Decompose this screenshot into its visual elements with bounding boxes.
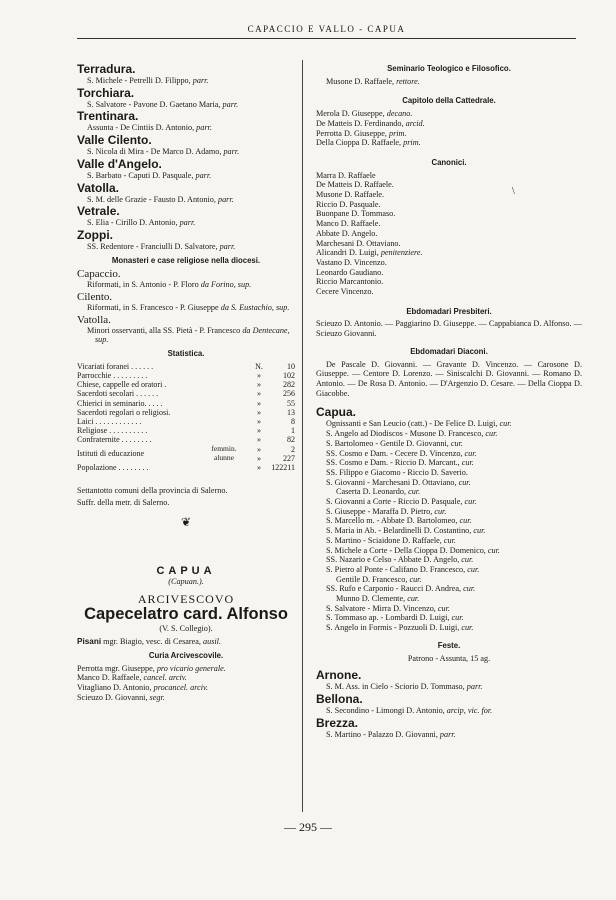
list-item: Merola D. Giuseppe, decano.: [316, 109, 413, 119]
curia-list: [77, 664, 295, 703]
auxiliary-bishop: Pisani mgr. Biagio, vesc. di Cesarea, ausil.: [77, 637, 221, 647]
town-entry: Arnone. S. M. Ass. in Cielo - Sciorio D. Tommaso, parr.: [316, 668, 483, 692]
note-comuni: Settantotto comuni della provincia di Salerno.: [77, 486, 228, 496]
list-item: De Matteis D. Raffaele.: [316, 180, 394, 190]
list-item: S. Bartolomeo - Gentile D. Giovanni, cur.: [326, 438, 463, 448]
capitolo-heading: Capitolo della Cattedrale.: [402, 96, 496, 106]
list-item: S. Martino - Sciaidone D. Raffaele, cur.: [326, 535, 456, 545]
table-row: Sacerdoti secolari . . . . . . » 256: [77, 389, 295, 399]
monastery-entry: Capaccio. Riformati, in S. Antonio - P. Floro da Forino, sup.: [77, 268, 252, 290]
collegio-note: (V. S. Collegio).: [159, 623, 213, 633]
table-row: Istituti di educazione femmin. » 2: [77, 444, 295, 459]
table-row: Parrocchie . . . . . . . . . » 102: [77, 371, 295, 381]
monastery-entry: Cilento. Riformati, in S. Francesco - P. Giuseppe da S. Eustachio, sup.: [77, 291, 290, 313]
list-item: Perrotta D. Giuseppe, prim.: [316, 128, 407, 138]
table-row: Confraternite . . . . . . . . » 82: [77, 435, 295, 445]
table-row: Religiose . . . . . . . . . . » 1: [77, 426, 295, 436]
left-column: [77, 62, 295, 702]
statistica-heading: Statistica.: [167, 349, 205, 359]
parish-entry: Zoppi. SS. Redentore - Franciulli D. Salvatore, parr.: [77, 227, 236, 251]
capua-parish-list: [316, 419, 582, 632]
margin-mark: \: [512, 186, 515, 197]
monasteri-list: [77, 268, 295, 345]
right-column: [316, 62, 582, 739]
list-item: S. Salvatore - Mirra D. Vincenzo, cur.: [326, 603, 450, 613]
list-item: Manco D. Raffaele.: [316, 219, 381, 229]
list-item: S. Giovanni - Marchesani D. Ottaviano, cur.: [326, 477, 471, 487]
page-number: — 295 —: [284, 820, 332, 834]
list-item: Musone D. Raffaele.: [316, 190, 385, 200]
feste-text: Patrono - Assunta, 15 ag.: [407, 653, 491, 663]
presbiteri-heading: Ebdomadari Presbiteri.: [406, 306, 492, 316]
list-item: S. Giovanni a Corte - Riccio D. Pasquale, cur.: [326, 497, 477, 507]
canonici-heading: Canonici.: [431, 157, 467, 167]
capitolo-list: [316, 109, 582, 148]
list-item: Vitagliano D. Antonio, procancel. arciv.: [77, 683, 209, 693]
table-row: Popolazione . . . . . . . . » 122211: [77, 463, 295, 473]
parish-entry: Torchiara. S. Salvatore - Pavone D. Gaetano Maria, parr.: [77, 85, 239, 109]
parish-entry: Terradura. S. Michele - Petrelli D. Filippo, parr.: [77, 62, 209, 85]
list-item: Riccio D. Pasquale.: [316, 199, 381, 209]
diaconi-text: De Pascale D. Giovanni. — Gravante D. Vincenzo. — Carosone D. Giuseppe. — Centore D. Lorenzo. — Siniscalchi D. Giovanni. — Romano D. Antonio. — De Rosa D. Antonio. — D'Argenzio D. Cesare. — Della Cioppa D. Giacobbe.: [316, 359, 582, 398]
curia-heading: Curia Arcivescovile.: [148, 650, 224, 660]
list-item: Gentile D. Francesco, cur.: [336, 574, 422, 584]
monastery-entry: Vatolla. Minori osservanti, alla SS. Pietà - P. Francesco da Dentecane, sup.: [77, 313, 290, 345]
list-item: Alicandri D. Luigi, penitenziere.: [316, 248, 423, 258]
table-row: Sacerdoti regolari o religiosi. » 13: [77, 407, 295, 417]
list-item: Leonardo Gaudiano.: [316, 267, 384, 277]
running-header: [77, 10, 576, 39]
running-header-title: CAPACCIO E VALLO - CAPUA: [247, 24, 406, 34]
table-row: Chiese, cappelle ed oratori . » 282: [77, 380, 295, 390]
note-suffraganea: Suffr. della metr. di Salerno.: [77, 497, 170, 507]
list-item: De Matteis D. Ferdinando, arcid.: [316, 118, 425, 128]
presbiteri-text: Scieuzo D. Antonio. — Paggiarino D. Giuseppe. — Cappabianca D. Alfonso. — Scieuzo Giovanni.: [316, 319, 582, 339]
arcivescovo-heading: ARCIVESCOVO: [137, 591, 235, 606]
seminario-heading: Seminario Teologico e Filosofico.: [387, 64, 511, 73]
list-item: Caserta D. Leonardo, cur.: [336, 487, 421, 497]
list-item: SS. Filippo e Giacomo - Riccio D. Saverio.: [326, 467, 468, 477]
list-item: S. Maria in Ab. - Belardinelli D. Costantino, cur.: [326, 526, 486, 536]
parish-entry: Valle Cilento. S. Nicola di Mira - De Marco D. Adamo, parr.: [77, 133, 240, 157]
list-item: S. Marcello m. - Abbate D. Bartolomeo, cur.: [326, 516, 472, 526]
monasteri-heading: Monasteri e case religiose nella diocesi.: [111, 255, 261, 265]
parish-entry: Trentinara. Assunta - De Cintiis D. Antonio, parr.: [77, 109, 212, 133]
capua-title: CAPUA: [156, 565, 216, 578]
table-row: Laici . . . . . . . . . . . . » 8: [77, 417, 295, 427]
list-item: Manco D. Raffaele, cancel. arciv.: [77, 673, 187, 683]
table-row: alunne » 227: [214, 453, 295, 463]
list-item: Buonpane D. Tommaso.: [316, 209, 396, 219]
list-item: Vastano D. Vincenzo.: [316, 257, 387, 267]
town-entry: Bellona. S. Secondino - Limongi D. Antonio, arcip, vic. for.: [316, 691, 493, 715]
capua-latin: (Capuan.).: [168, 577, 204, 587]
list-item: S. Angelo in Formis - Pozzuoli D. Luigi, cur.: [326, 623, 474, 633]
list-item: Musone D. Raffaele, rettore.: [326, 76, 420, 86]
list-item: SS. Cosmo e Dam. - Riccio D. Marcant., cur.: [326, 458, 474, 468]
parish-entry: Vatolla. S. M. delle Grazie - Fausto D. Antonio, parr.: [77, 180, 234, 204]
list-item: Riccio Marcantonio.: [316, 277, 384, 287]
list-item: SS. Rufo e Carponio - Raucci D. Andrea, cur.: [326, 584, 476, 594]
canonici-list: [316, 171, 582, 297]
feste-heading: Feste.: [437, 640, 461, 650]
list-item: S. Michele a Corte - Della Cioppa D. Domenico, cur.: [326, 545, 500, 555]
statistics-table: [77, 362, 295, 472]
ornament-icon: ❦: [180, 514, 192, 529]
diaconi-heading: Ebdomadari Diaconi.: [410, 346, 488, 356]
list-item: S. Tommaso ap. - Lombardi D. Luigi, cur.: [326, 613, 464, 623]
list-item: Scieuzo D. Giovanni, segr.: [77, 692, 165, 702]
list-item: SS. Cosmo e Dam. - Cecere D. Vincenzo, cur.: [326, 448, 477, 458]
list-item: S. Angelo ad Diodiscos - Musone D. Francesco, cur.: [326, 429, 498, 439]
list-item: Ognissanti e San Leucio (catt.) - De Felice D. Luigi, cur.: [326, 419, 512, 429]
parish-list: [77, 63, 295, 252]
list-item: Della Cioppa D. Raffaele, prim.: [316, 138, 421, 148]
table-row: Chierici in seminario. . . . . » 55: [77, 398, 295, 408]
list-item: Cecere Vincenzo.: [316, 287, 374, 297]
list-item: Abbate D. Angelo.: [316, 228, 378, 238]
capua-section-heading: Capua.: [316, 405, 357, 420]
list-item: Munno D. Clemente, cur.: [336, 594, 420, 604]
column-divider: [302, 60, 303, 812]
table-row: Vicariati foranei . . . . . . N. 10: [77, 361, 295, 371]
list-item: Marra D. Raffaele: [316, 170, 376, 180]
list-item: Marchesani D. Ottaviano.: [316, 238, 401, 248]
list-item: S. Pietro al Ponte - Califano D. Francesco, cur.: [326, 564, 480, 574]
list-item: Perrotta mgr. Giuseppe, pro vicario generale.: [77, 663, 226, 673]
town-list: [316, 669, 582, 739]
town-entry: Brezza. S. Martino - Palazzo D. Giovanni, parr.: [316, 715, 456, 739]
parish-entry: Vetrale. S. Elia - Cirillo D. Antonio, parr.: [77, 204, 196, 228]
list-item: S. Giuseppe - Maraffa D. Pietro, cur.: [326, 506, 447, 516]
list-item: SS. Nazario e Celso - Abbate D. Angelo, cur.: [326, 555, 474, 565]
cardinal-name: Capecelatro card. Alfonso: [84, 604, 288, 623]
parish-entry: Valle d'Angelo. S. Barbato - Caputi D. Pasquale, parr.: [77, 156, 212, 180]
